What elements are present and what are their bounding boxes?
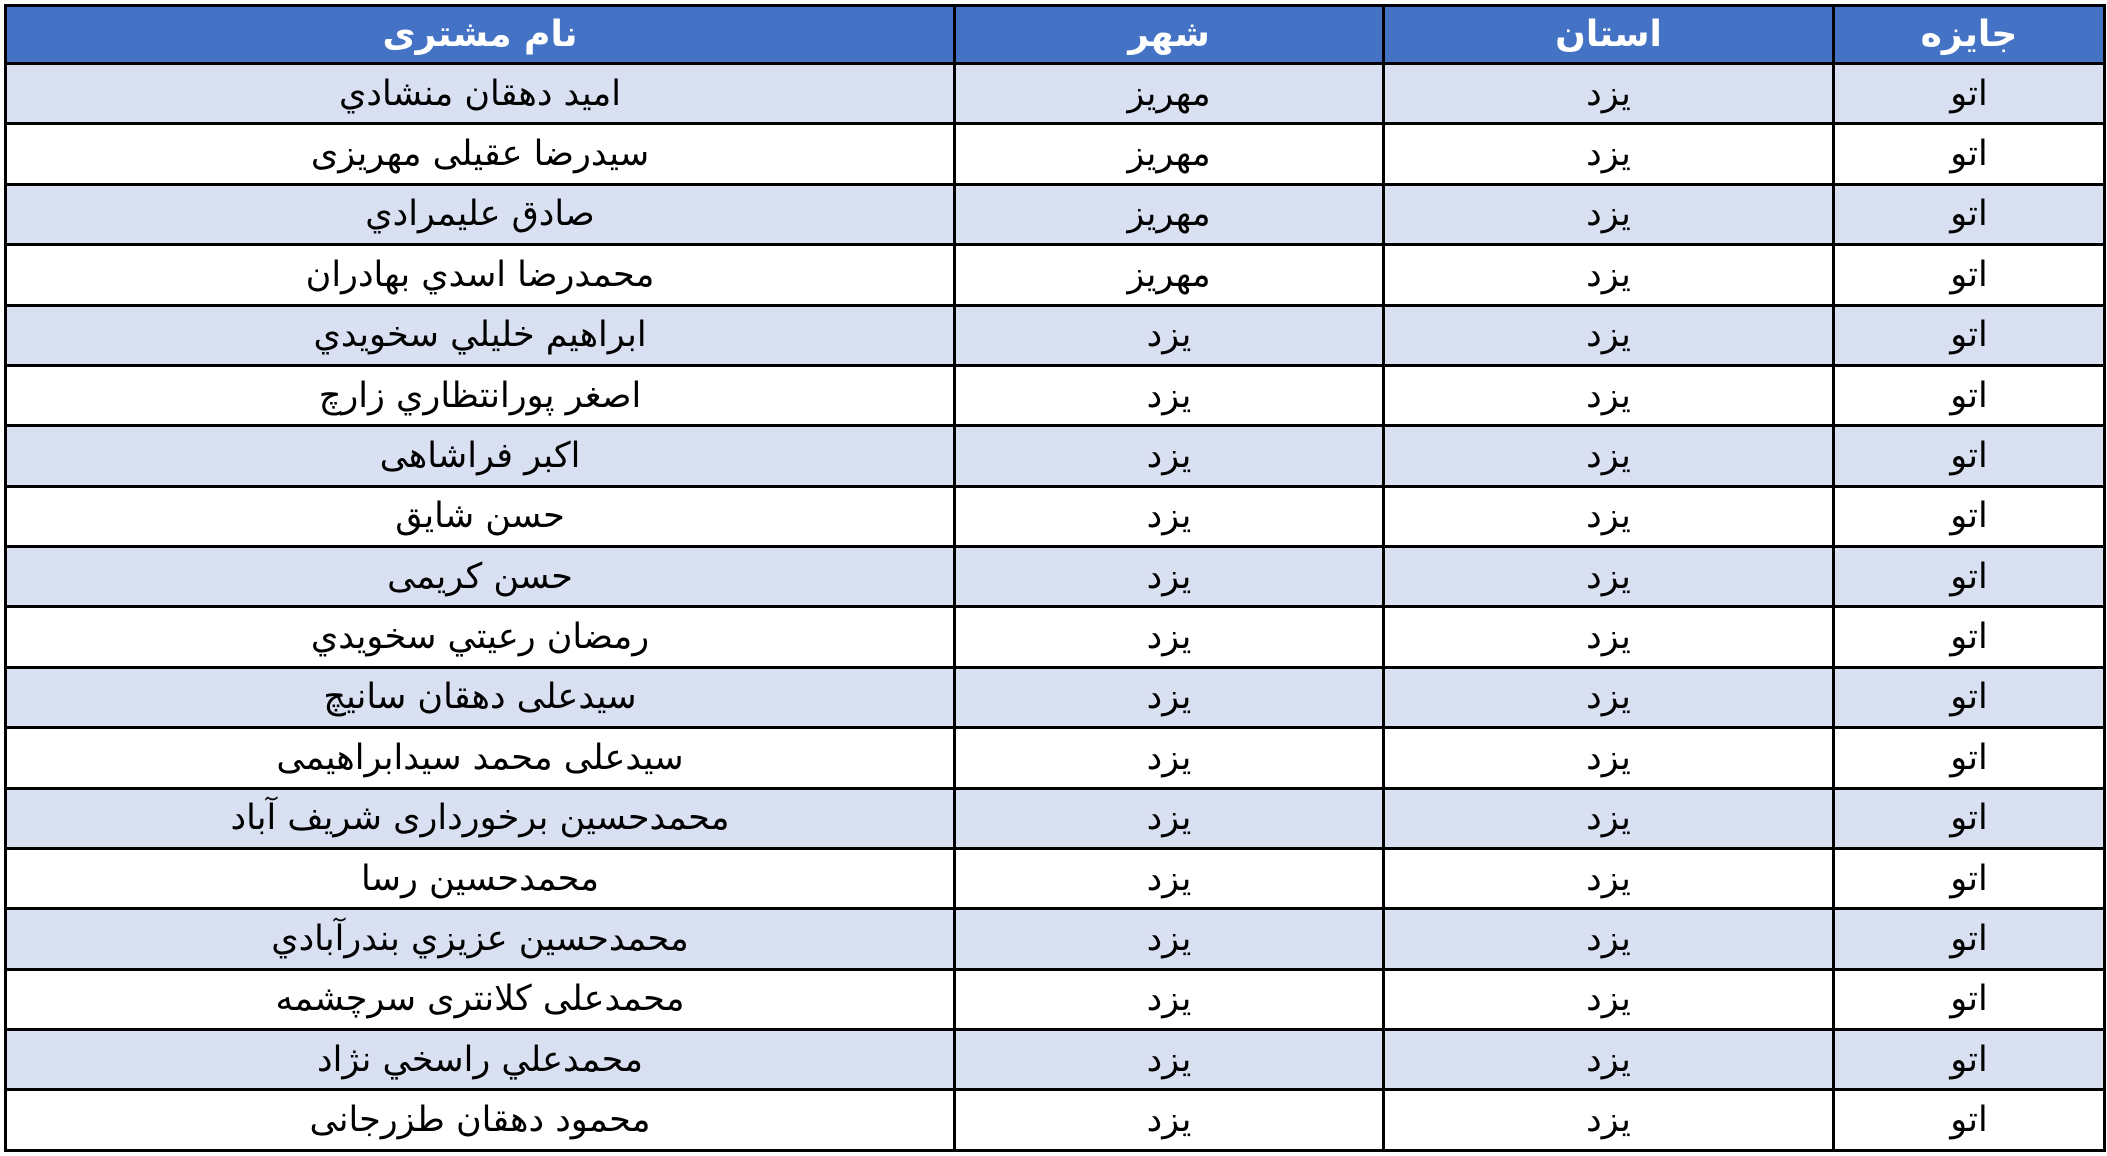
table-row	[6, 64, 2105, 124]
table-row	[6, 245, 2105, 305]
cell-customer-name: محمدعلی کلانتری سرچشمه	[6, 969, 955, 1029]
cell-customer-name: محمدرضا اسدي بهادران	[6, 245, 955, 305]
cell-prize: اتو	[1834, 848, 2105, 908]
cell-province: یزد	[1384, 547, 1834, 607]
cell-prize: اتو	[1834, 486, 2105, 546]
cell-province: یزد	[1384, 365, 1834, 425]
table-row	[6, 969, 2105, 1029]
cell-customer-name: سیدعلی دهقان سانیچ	[6, 667, 955, 727]
cell-province: یزد	[1384, 909, 1834, 969]
cell-city: یزد	[955, 788, 1384, 848]
cell-city: مهریز	[955, 184, 1384, 244]
cell-province: یزد	[1384, 788, 1834, 848]
winners-table	[4, 4, 2106, 1152]
cell-city: یزد	[955, 1030, 1384, 1090]
cell-customer-name: محمدحسین عزیزي بندرآبادي	[6, 909, 955, 969]
table-row	[6, 486, 2105, 546]
cell-province: یزد	[1384, 848, 1834, 908]
table-row	[6, 365, 2105, 425]
cell-province: یزد	[1384, 607, 1834, 667]
column-header-city: شهر	[955, 6, 1384, 64]
cell-customer-name: ابراهیم خلیلي سخویدي	[6, 305, 955, 365]
cell-prize: اتو	[1834, 728, 2105, 788]
cell-prize: اتو	[1834, 909, 2105, 969]
cell-customer-name: حسن شایق	[6, 486, 955, 546]
cell-prize: اتو	[1834, 426, 2105, 486]
table-row	[6, 909, 2105, 969]
cell-province: یزد	[1384, 728, 1834, 788]
cell-city: یزد	[955, 547, 1384, 607]
cell-province: یزد	[1384, 426, 1834, 486]
table-row	[6, 305, 2105, 365]
cell-province: یزد	[1384, 64, 1834, 124]
table-row	[6, 728, 2105, 788]
table-body	[6, 64, 2105, 1151]
table-row	[6, 848, 2105, 908]
table-row	[6, 607, 2105, 667]
cell-customer-name: امید دهقان منشادي	[6, 64, 955, 124]
cell-city: یزد	[955, 365, 1384, 425]
cell-prize: اتو	[1834, 788, 2105, 848]
table-row	[6, 667, 2105, 727]
cell-province: یزد	[1384, 124, 1834, 184]
cell-customer-name: اکبر فراشاهی	[6, 426, 955, 486]
cell-prize: اتو	[1834, 305, 2105, 365]
cell-city: یزد	[955, 1090, 1384, 1151]
column-header-province: استان	[1384, 6, 1834, 64]
table-row	[6, 184, 2105, 244]
cell-province: یزد	[1384, 486, 1834, 546]
cell-prize: اتو	[1834, 667, 2105, 727]
cell-city: مهریز	[955, 64, 1384, 124]
cell-city: مهریز	[955, 245, 1384, 305]
cell-city: یزد	[955, 969, 1384, 1029]
cell-province: یزد	[1384, 1090, 1834, 1151]
cell-customer-name: محمود دهقان طزرجانی	[6, 1090, 955, 1151]
cell-prize: اتو	[1834, 547, 2105, 607]
cell-customer-name: حسن کریمی	[6, 547, 955, 607]
cell-province: یزد	[1384, 1030, 1834, 1090]
cell-province: یزد	[1384, 667, 1834, 727]
cell-prize: اتو	[1834, 245, 2105, 305]
cell-province: یزد	[1384, 969, 1834, 1029]
cell-city: یزد	[955, 909, 1384, 969]
cell-city: یزد	[955, 848, 1384, 908]
cell-customer-name: محمدحسین برخورداری شریف آباد	[6, 788, 955, 848]
cell-city: یزد	[955, 667, 1384, 727]
cell-customer-name: رمضان رعیتي سخویدي	[6, 607, 955, 667]
cell-prize: اتو	[1834, 64, 2105, 124]
cell-customer-name: سیدعلی محمد سیدابراهیمی	[6, 728, 955, 788]
cell-prize: اتو	[1834, 124, 2105, 184]
cell-city: یزد	[955, 426, 1384, 486]
table-row	[6, 1030, 2105, 1090]
cell-customer-name: محمدعلي راسخي نژاد	[6, 1030, 955, 1090]
table-row	[6, 547, 2105, 607]
table-row	[6, 788, 2105, 848]
cell-city: یزد	[955, 486, 1384, 546]
cell-city: یزد	[955, 305, 1384, 365]
cell-city: مهریز	[955, 124, 1384, 184]
winners-table-container	[4, 4, 2103, 1152]
cell-city: یزد	[955, 728, 1384, 788]
cell-customer-name: سیدرضا عقیلی مهریزی	[6, 124, 955, 184]
table-row	[6, 1090, 2105, 1151]
cell-prize: اتو	[1834, 184, 2105, 244]
cell-customer-name: محمدحسین رسا	[6, 848, 955, 908]
cell-customer-name: صادق علیمرادي	[6, 184, 955, 244]
cell-province: یزد	[1384, 305, 1834, 365]
cell-prize: اتو	[1834, 1090, 2105, 1151]
table-row	[6, 124, 2105, 184]
cell-prize: اتو	[1834, 607, 2105, 667]
column-header-prize: جایزه	[1834, 6, 2105, 64]
cell-city: یزد	[955, 607, 1384, 667]
cell-customer-name: اصغر پورانتظاري زارچ	[6, 365, 955, 425]
table-row	[6, 426, 2105, 486]
cell-prize: اتو	[1834, 969, 2105, 1029]
cell-province: یزد	[1384, 184, 1834, 244]
cell-prize: اتو	[1834, 1030, 2105, 1090]
column-header-customer-name: نام مشتری	[6, 6, 955, 64]
cell-prize: اتو	[1834, 365, 2105, 425]
table-header-row	[6, 6, 2105, 64]
cell-province: یزد	[1384, 245, 1834, 305]
